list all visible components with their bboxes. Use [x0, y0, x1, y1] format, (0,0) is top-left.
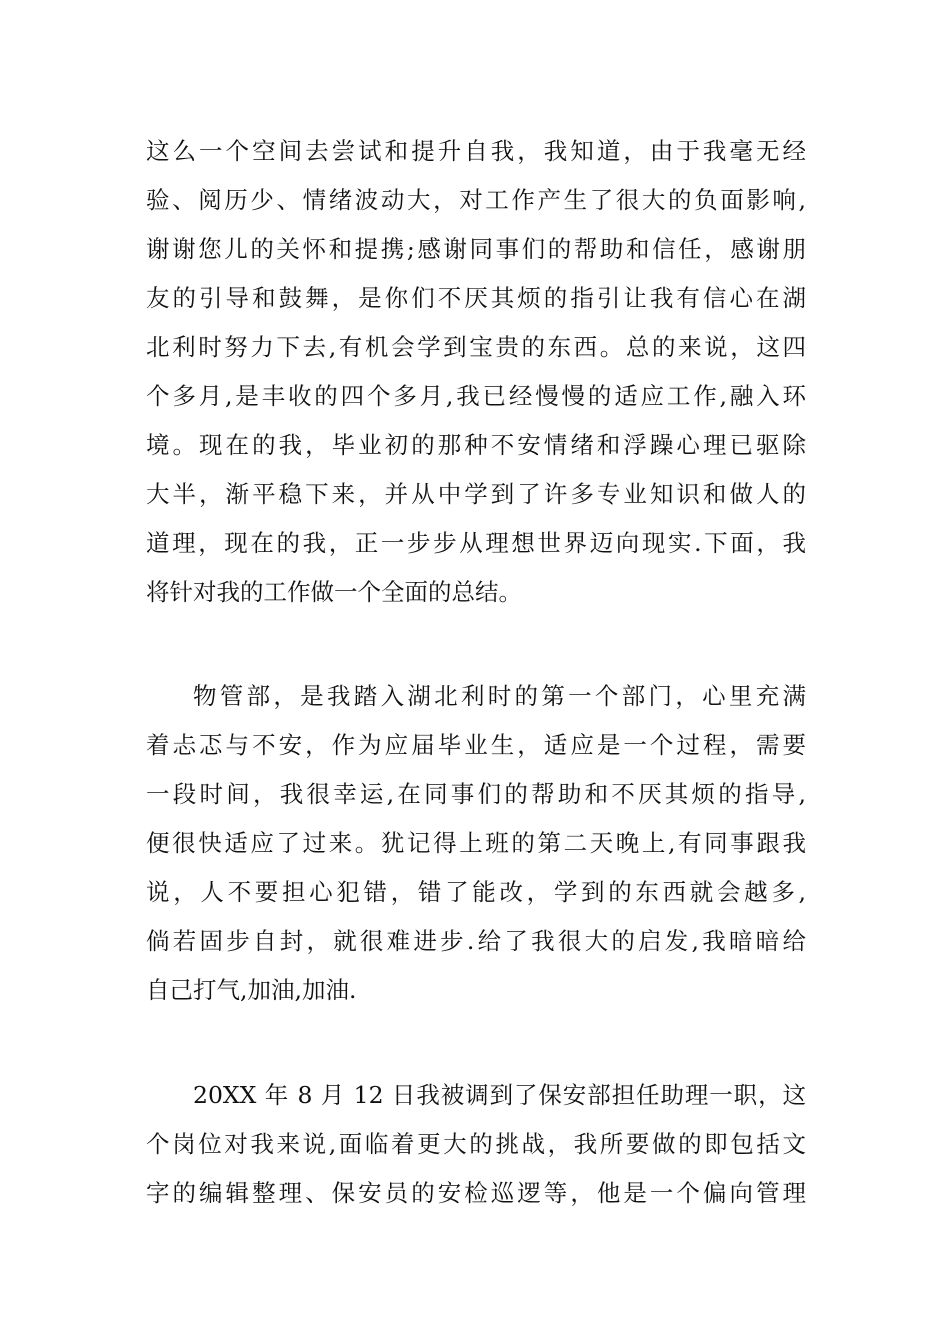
paragraph-line: 便很快适应了过来。犹记得上班的第二天晚上,有同事跟我	[146, 829, 806, 857]
paragraph-2	[146, 672, 806, 1015]
paragraph-line: 个岗位对我来说,面临着更大的挑战，我所要做的即包括文	[146, 1130, 806, 1158]
paragraph-3	[146, 1071, 806, 1218]
paragraph-line: 大半，渐平稳下来，并从中学到了许多专业知识和做人的	[146, 480, 806, 508]
paragraph-line: 着忐忑与不安，作为应届毕业生，适应是一个过程，需要	[146, 731, 806, 759]
paragraph-line: 一段时间，我很幸运,在同事们的帮助和不厌其烦的指导,	[146, 780, 806, 808]
paragraph-line: 物管部，是我踏入湖北利时的第一个部门，心里充满	[193, 682, 806, 710]
paragraph-line: 道理，现在的我，正一步步从理想世界迈向现实.下面，我	[146, 529, 806, 557]
paragraph-line: 20XX 年 8 月 12 日我被调到了保安部担任助理一职，这	[193, 1081, 806, 1109]
paragraph-line: 友的引导和鼓舞，是你们不厌其烦的指引让我有信心在湖	[146, 284, 806, 312]
paragraph-line: 字的编辑整理、保安员的安检巡逻等，他是一个偏向管理	[146, 1179, 806, 1207]
paragraph-line: 个多月,是丰收的四个多月,我已经慢慢的适应工作,融入环	[146, 382, 806, 410]
paragraph-line: 倘若固步自封，就很难进步.给了我很大的启发,我暗暗给	[146, 927, 806, 955]
paragraph-line: 境。现在的我，毕业初的那种不安情绪和浮躁心理已驱除	[146, 431, 806, 459]
paragraph-line: 说，人不要担心犯错，错了能改，学到的东西就会越多,	[146, 878, 806, 906]
paragraph-line: 将针对我的工作做一个全面的总结。	[146, 578, 522, 606]
paragraph-line: 这么一个空间去尝试和提升自我，我知道，由于我毫无经	[146, 137, 806, 165]
paragraph-line: 谢谢您儿的关怀和提携;感谢同事们的帮助和信任，感谢朋	[146, 235, 806, 263]
paragraph-line: 自己打气,加油,加油.	[146, 976, 357, 1004]
paragraph-line: 北利时努力下去,有机会学到宝贵的东西。总的来说，这四	[146, 333, 806, 361]
paragraph-line: 验、阅历少、情绪波动大，对工作产生了很大的负面影响,	[146, 186, 806, 214]
paragraph-1	[146, 127, 806, 617]
